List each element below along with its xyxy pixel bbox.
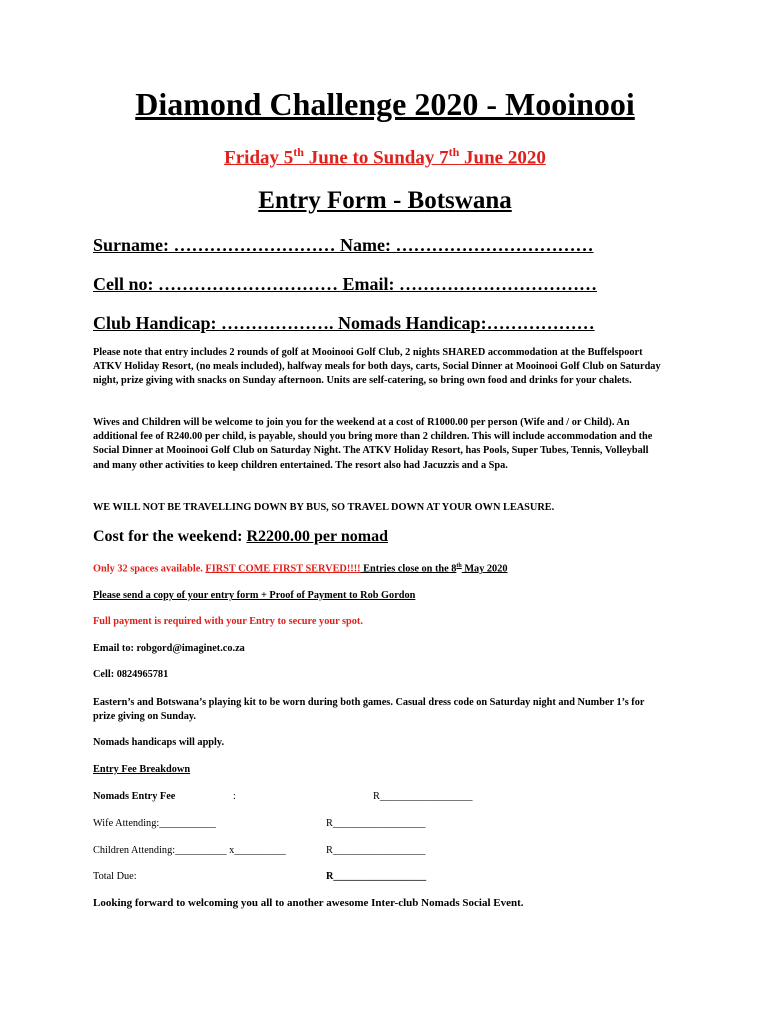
cell-email-field[interactable]: Cell no: ………………………… Email: ……………………………	[93, 274, 597, 294]
wife-attending-value[interactable]: R__________________	[326, 818, 426, 829]
spaces-sup: th	[456, 563, 462, 569]
email-contact[interactable]: Email to: robgord@imaginet.co.za	[93, 643, 245, 654]
playing-kit-paragraph: Eastern’s and Botswana’s playing kit to be worn during both games. Casual dress code on Saturday night and Number 1’s for prize giving on Sunday.	[93, 697, 645, 723]
send-copy-notice: Please send a copy of your entry form + Proof of Payment to Rob Gordon	[93, 590, 416, 601]
spaces-notice	[93, 563, 508, 574]
dates-sup-2: th	[448, 145, 460, 159]
total-due-value[interactable]: R__________________	[326, 871, 427, 882]
children-attending-label[interactable]: Children Attending:__________ x__________	[93, 845, 286, 856]
event-dates	[0, 145, 770, 169]
dates-part-3: June 2020	[459, 147, 546, 169]
nomads-fee-label: Nomads Entry Fee	[93, 791, 176, 802]
dates-part-2: June to Sunday 7	[303, 147, 449, 169]
wife-attending-label[interactable]: Wife Attending:___________	[93, 818, 216, 829]
total-due-label: Total Due:	[93, 871, 137, 882]
fee-breakdown-title: Entry Fee Breakdown	[93, 764, 191, 775]
entry-includes-paragraph: Please note that entry includes 2 rounds of golf at Mooinooi Golf Club, 2 nights SHARED accommodation at the Buffelspoort ATKV Holiday Resort, (no meals included), halfway meals for both days, carts, Social Dinner at Mooinooi Golf Club on Saturday night, prize giving with snacks on Sunday afternoon. Units are self-catering, so bring own food and drinks for your chalets.	[93, 347, 661, 387]
spaces-text-3: Entries close on the 8	[360, 563, 457, 575]
cost-label: Cost for the weekend:	[93, 528, 247, 545]
nomads-fee-colon: :	[233, 791, 236, 802]
handicap-field[interactable]: Club Handicap: ………………. Nomads Handicap:………………	[93, 313, 595, 333]
spaces-text-1: Only 32 spaces available.	[93, 563, 206, 575]
travel-notice: WE WILL NOT BE TRAVELLING DOWN BY BUS, SO TRAVEL DOWN AT YOUR OWN LEASURE.	[93, 502, 555, 513]
children-attending-value[interactable]: R__________________	[326, 845, 426, 856]
spaces-text-2: FIRST COME FIRST SERVED!!!!	[205, 563, 361, 575]
form-title: Entry Form - Botswana	[258, 187, 512, 214]
dates-sup-1: th	[293, 145, 304, 159]
document-title: Diamond Challenge 2020 - Mooinooi	[135, 86, 635, 122]
weekend-cost	[93, 528, 388, 546]
nomads-fee-value[interactable]: R__________________	[373, 791, 473, 802]
handicaps-notice: Nomads handicaps will apply.	[93, 737, 225, 748]
surname-name-field[interactable]: Surname: ……………………… Name: ……………………………	[93, 235, 594, 255]
dates-part-1: Friday 5	[224, 147, 294, 169]
cost-amount: R2200.00 per nomad	[246, 528, 388, 545]
wives-children-paragraph: Wives and Children will be welcome to join you for the weekend at a cost of R1000.00 per person (Wife and / or Child). An additional fee of R240.00 per child, is payable, should you bring more than 2 children. This will include accommodation and the Social Dinner at Mooinooi Golf Club on Saturday Night. The ATKV Holiday Resort, has Pools, Super Tubes, Tennis, Volleyball and many other activities to keep children entertained. The resort also had Jacuzzis and a Spa.	[93, 417, 653, 471]
closing-message: Looking forward to welcoming you all to another awesome Inter-club Nomads Social Event.	[93, 897, 524, 909]
spaces-text-4: May 2020	[461, 563, 508, 575]
full-payment-notice: Full payment is required with your Entry to secure your spot.	[93, 616, 363, 627]
cell-contact: Cell: 0824965781	[93, 669, 169, 680]
